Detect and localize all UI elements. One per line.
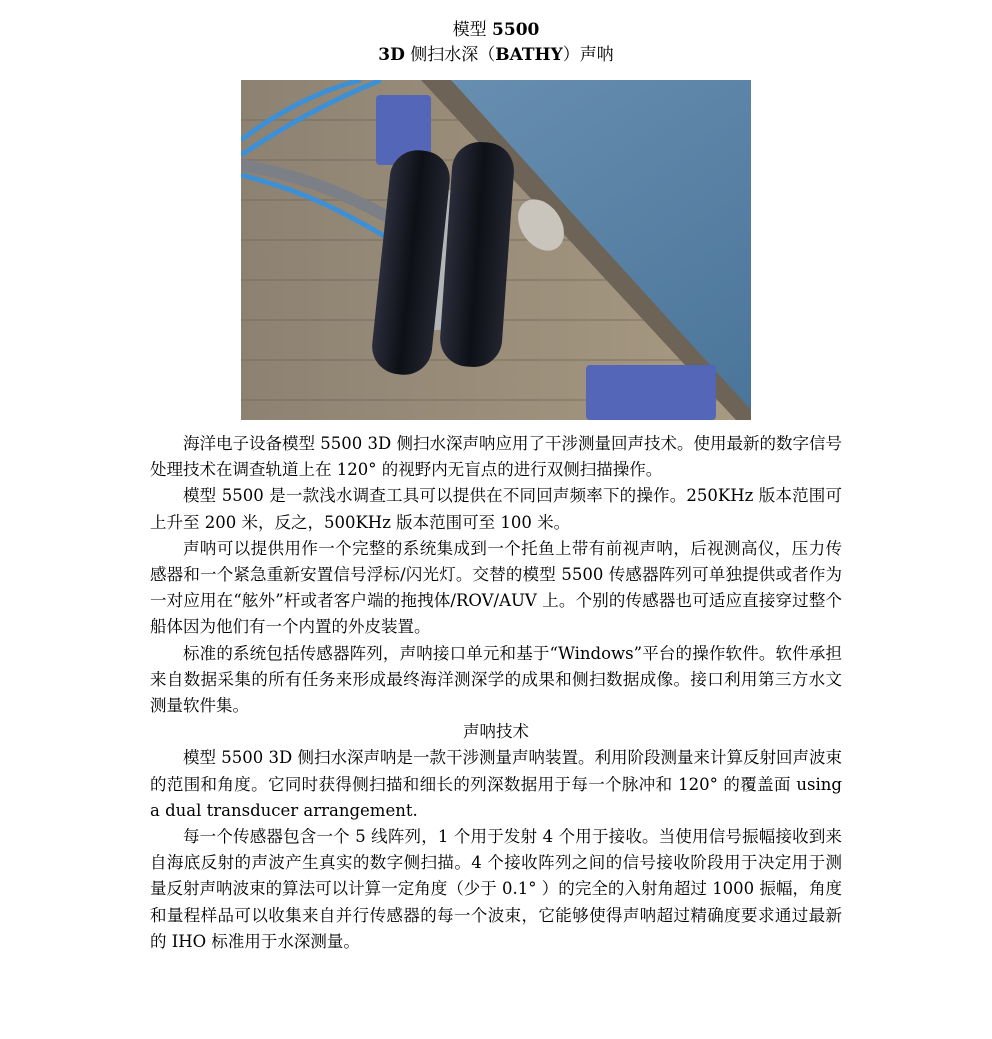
paragraph-system: 标准的系统包括传感器阵列，声呐接口单元和基于“Windows”平台的操作软件。软件承担来自数据采集的所有任务来形成最终海洋测深学的成果和侧扫数据成像。接口利用第三方水文测量软件集。	[150, 643, 842, 716]
paragraph-transducer-array: 每一个传感器包含一个 5 线阵列，1 个用于发射 4 个用于接收。当使用信号振幅接收到来自海底反射的声波产生真实的数字侧扫描。4 个接收阵列之间的信号接收阶段用于决定用于测量反射声呐波束的算法可以计算一定角度（少于 0.1° ）的完全的入射角超过 1000 振幅，角度和量程样品可以收集来自并行传感器的每一个波束，它能够使得声呐超过精确度要求通过最新的 IHO 标准用于水深测量。	[150, 827, 842, 951]
document-subtitle	[0, 42, 992, 68]
sonar-photo	[241, 80, 751, 420]
title-model-number: 5500	[492, 20, 540, 40]
paragraph-integration: 声呐可以提供用作一个完整的系统集成到一个托鱼上带有前视声呐，后视测高仪，压力传感器和一个紧急重新安置信号浮标/闪光灯。交替的模型 5500 传感器阵列可单独提供或者作为一对应用在“舷外”杆或者客户端的拖拽体/ROV/AUV 上。个别的传感器也可适应直接穿过整个船体因为他们有一个内置的外皮装置。	[150, 538, 842, 637]
document-title	[0, 17, 992, 43]
sonar-transducer-photo-icon	[241, 80, 751, 420]
paragraph-intro: 海洋电子设备模型 5500 3D 侧扫水深声呐应用了干涉测量回声技术。使用最新的数字信号处理技术在调查轨道上在 120° 的视野内无盲点的进行双侧扫描操作。	[150, 434, 842, 480]
subtitle-3d: 3D	[378, 45, 405, 65]
section-heading: 声呐技术	[463, 722, 529, 742]
subtitle-text: 侧扫水深（	[404, 45, 496, 65]
subtitle-bathy: BATHY	[495, 45, 563, 65]
title-model-label: 模型	[452, 20, 493, 40]
paragraph-technology: 模型 5500 3D 侧扫水深声呐是一款干涉测量声呐装置。利用阶段测量来计算反射回声波束的范围和角度。它同时获得侧扫描和细长的列深数据用于每一个脉冲和 120° 的覆盖面 using a dual transducer arrangement.	[150, 748, 842, 820]
subtitle-suffix: ）声呐	[562, 45, 614, 65]
paragraph-frequency: 模型 5500 是一款浅水调查工具可以提供在不同回声频率下的操作。250KHz 版本范围可上升至 200 米，反之，500KHz 版本范围可至 100 米。	[150, 486, 842, 532]
document-body	[150, 431, 842, 955]
